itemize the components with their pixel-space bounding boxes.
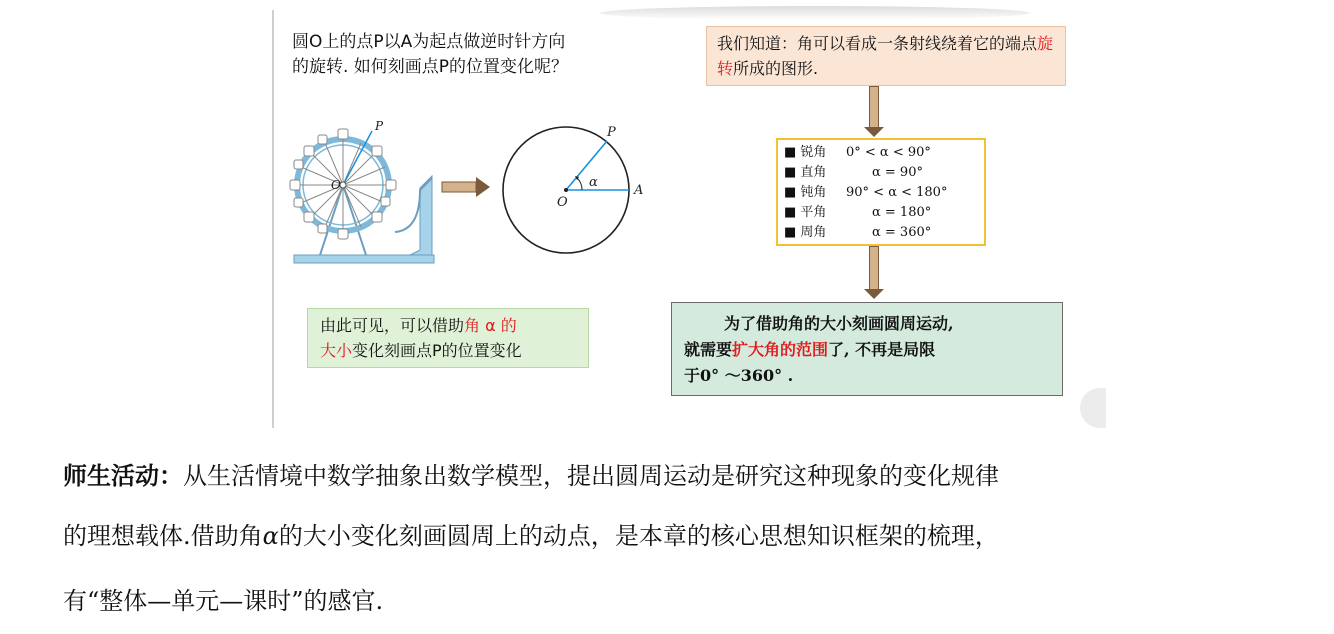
- angle-row: ■ 锐角 0° < α < 90°: [784, 145, 931, 160]
- conclusion-line-2: 就需要扩大角的范围了, 不再是局限: [684, 340, 936, 359]
- note-prefix: 由此可见，可以借助: [320, 316, 465, 335]
- label-p: P: [607, 125, 616, 140]
- down-arrow-icon: [869, 86, 879, 128]
- conclusion-box: [671, 302, 1063, 396]
- label-alpha: α: [589, 175, 598, 190]
- note-box: [307, 308, 589, 368]
- angle-types-box: [776, 138, 986, 246]
- question-line-1: 圆O上的点P以A为起点做逆时针方向: [292, 32, 566, 52]
- angle-row: ■ 周角 α = 360°: [784, 225, 932, 240]
- paragraph-text: 从生活情境中数学抽象出数学模型，提出圆周运动是研究这种现象的变化规律: [183, 462, 999, 490]
- paragraph-line-1: [63, 461, 1313, 491]
- note-suffix: 变化刻画点P的位置变化: [352, 341, 522, 360]
- angle-row: ■ 直角 α = 90°: [784, 165, 923, 180]
- label-a: A: [634, 183, 644, 198]
- angle-row: ■ 平角 α = 180°: [784, 205, 932, 220]
- definition-prefix: 我们知道：角可以看成一条射线绕着它的端点: [717, 34, 1038, 53]
- question-line-2: 的旋转. 如何刻画点P的位置变化呢？: [292, 57, 569, 77]
- paragraph-lead: 师生活动：: [63, 462, 183, 490]
- wheel-label-o: O: [331, 178, 341, 192]
- note-highlight-1: 角 α 的: [464, 316, 517, 335]
- paragraph-text: 的大小变化刻画圆周上的动点，是本章的核心思想知识框架的梳理，: [278, 522, 999, 550]
- ferris-wheel-illustration: [290, 119, 434, 263]
- wheel-label-p: P: [375, 119, 384, 133]
- down-arrow-icon: [869, 246, 879, 290]
- definition-highlight: 旋转: [717, 34, 1054, 78]
- right-arrow-icon: [442, 177, 490, 197]
- paragraph-alpha: α: [262, 522, 279, 550]
- paragraph-line-2: [63, 521, 1313, 551]
- note-highlight-2: 大小: [320, 341, 353, 360]
- rotation-circle-diagram: [503, 125, 643, 253]
- definition-box: [706, 26, 1066, 86]
- angle-row: ■ 钝角 90° < α < 180°: [784, 185, 948, 200]
- paragraph-line-3: 有“整体—单元—课时”的感官.: [63, 587, 384, 615]
- paragraph-text: 的理想载体.借助角: [63, 522, 263, 550]
- conclusion-line-1: 为了借助角的大小刻画圆周运动,: [724, 314, 954, 333]
- definition-suffix: 所成的图形.: [733, 59, 819, 78]
- label-o: O: [557, 195, 568, 210]
- conclusion-line-3: 于0° ～360° .: [684, 366, 794, 385]
